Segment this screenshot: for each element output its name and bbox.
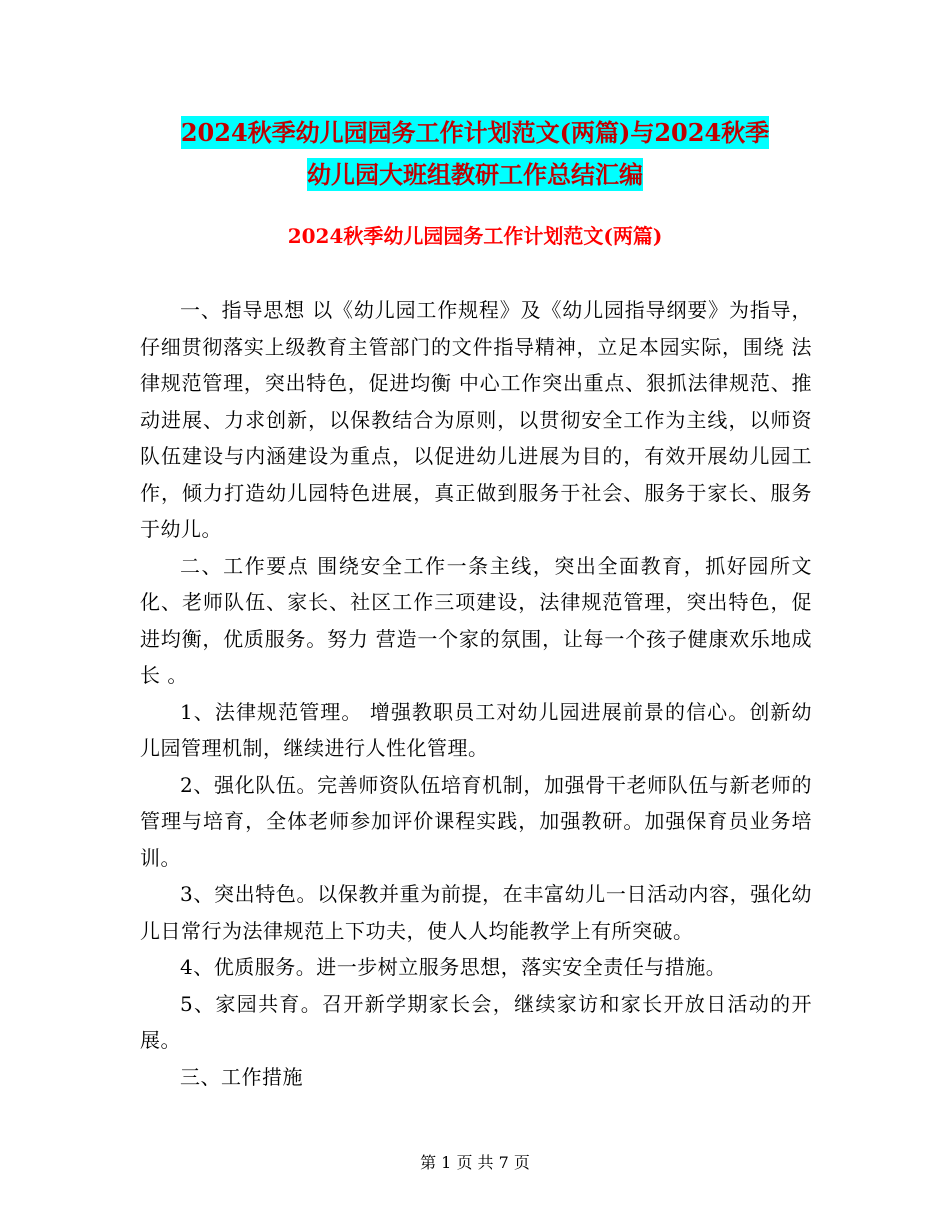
title-line-2: 幼儿园大班组教研工作总结汇编 (307, 160, 643, 189)
paragraph-work-measures: 三、工作措施 (180, 1064, 303, 1089)
section-title: 2024秋季幼儿园园务工作计划范文(两篇) (287, 224, 663, 248)
paragraph-item-2: 2、强化队伍。完善师资队伍培育机制，加强骨干老师队伍与新老师的管理与培育，全体老师参加评价课程实践，加强教研。加强保育员业务培训。 (140, 772, 812, 870)
page-footer: 第 1 页 共 7 页 (420, 1153, 530, 1172)
document-body (140, 292, 812, 1095)
paragraph-guiding-thought: 一、指导思想 以《幼儿园工作规程》及《幼儿园指导纲要》为指导，仔细贯彻落实上级教育主管部门的文件指导精神，立足本园实际，围绕 法律规范管理，突出特色，促进均衡 中心工作突出重点、狠抓法律规范、推动进展、力求创新，以保教结合为原则，以贯彻安全工作为主线，以师资队伍建设与内涵建设为重点，以促进幼儿进展为目的，有效开展幼儿园工作，倾力打造幼儿园特色进展，真正做到服务于社会、服务于家长、服务于幼儿。 (140, 298, 812, 541)
title-line-1: 2024秋季幼儿园园务工作计划范文(两篇)与2024秋季 (180, 118, 770, 147)
document-title (140, 112, 810, 196)
paragraph-item-4: 4、优质服务。进一步树立服务思想，落实安全责任与措施。 (180, 955, 727, 979)
paragraph-item-5: 5、家园共育。召开新学期家长会，继续家访和家长开放日活动的开展。 (140, 991, 812, 1052)
paragraph-item-1: 1、法律规范管理。 增强教职员工对幼儿园进展前景的信心。创新幼儿园管理机制，继续进行人性化管理。 (140, 699, 812, 760)
paragraph-item-3: 3、突出特色。以保教并重为前提，在丰富幼儿一日活动内容，强化幼儿日常行为法律规范上下功夫，使人人均能教学上有所突破。 (140, 882, 812, 943)
paragraph-work-points: 二、工作要点 围绕安全工作一条主线，突出全面教育，抓好园所文化、老师队伍、家长、社区工作三项建设，法律规范管理，突出特色，促进均衡，优质服务。努力 营造一个家的氛围，让每一个孩子健康欢乐地成长 。 (140, 553, 812, 687)
